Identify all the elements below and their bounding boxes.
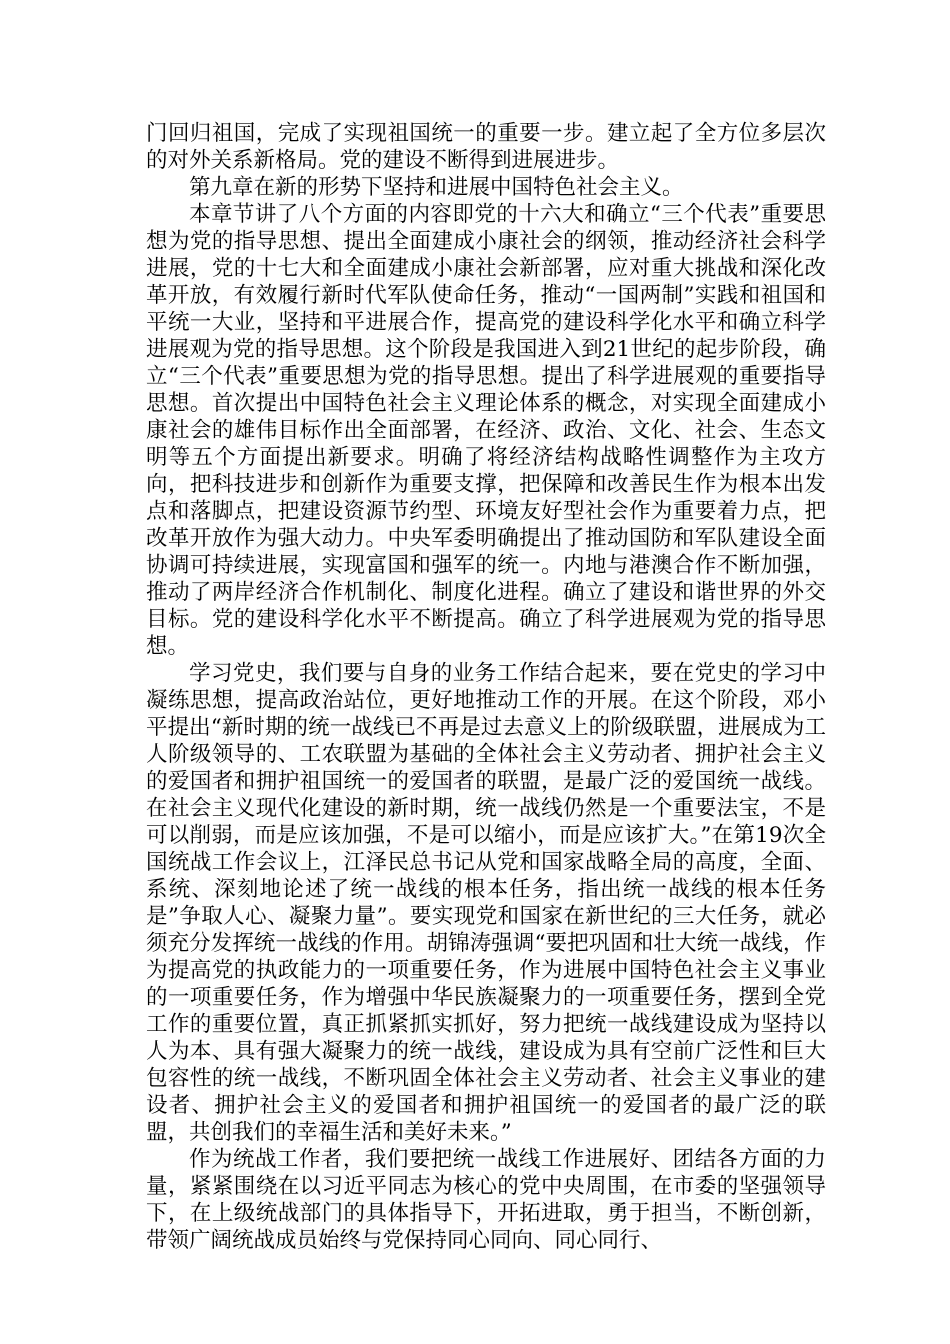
continuation-paragraph: 门回归祖国，完成了实现祖国统一的重要一步。建立起了全方位多层次的对外关系新格局。党的建设不断得到进展进步。 bbox=[146, 121, 826, 173]
chapter-heading-paragraph: 第九章在新的形势下坚持和进展中国特色社会主义。 bbox=[189, 175, 684, 200]
study-history-paragraph: 学习党史，我们要与自身的业务工作结合起来，要在党史的学习中凝练思想，提高政治站位，更好地推动工作的开展。在这个阶段，邓小平提出“新时期的统一战线已不再是过去意义上的阶级联盟，进展成为工人阶级领导的、工农联盟为基础的全体社会主义劳动者、拥护社会主义的爱国者和拥护祖国统一的爱国者的联盟，是最广泛的爱国统一战线。在社会主义现代化建设的新时期，统一战线仍然是一个重要法宝，不是可以削弱，而是应该加强，不是可以缩小，而是应该扩大。”在第19次全国统战工作会议上，江泽民总书记从党和国家战略全局的高度，全面、系统、深刻地论述了统一战线的根本任务，指出统一战线的根本任务是”争取人心、凝聚力量”。要实现党和国家在新世纪的三大任务，就必须充分发挥统一战线的作用。胡锦涛强调“要把巩固和壮大统一战线，作为提高党的执政能力的一项重要任务，作为进展中国特色社会主义事业的一项重要任务，作为增强中华民族凝聚力的一项重要任务，摆到全党工作的重要位置，真正抓紧抓实抓好，努力把统一战线建设成为坚持以人为本、具有强大凝聚力的统一战线，建设成为具有空前广泛性和巨大包容性的统一战线，不断巩固全体社会主义劳动者、社会主义事业的建设者、拥护社会主义的爱国者和拥护祖国统一的爱国者的最广泛的联盟，共创我们的幸福生活和美好未来。” bbox=[146, 661, 826, 1145]
united-front-worker-paragraph: 作为统战工作者，我们要把统一战线工作进展好、团结各方面的力量，紧紧围绕在以习近平同志为核心的党中央周围，在市委的坚强领导下，在上级统战部门的具体指导下，开拓进取，勇于担当，不断创新，带领广阔统战成员始终与党保持同心同向、同心同行、 bbox=[146, 1147, 826, 1253]
chapter-summary-paragraph: 本章节讲了八个方面的内容即党的十六大和确立“三个代表”重要思想为党的指导思想、提出全面建成小康社会的纲领，推动经济社会科学进展，党的十七大和全面建成小康社会新部署，应对重大挑战和深化改革开放，有效履行新时代军队使命任务，推动“一国两制”实践和祖国和平统一大业，坚持和平进展合作，提高党的建设科学化水平和确立科学进展观为党的指导思想。这个阶段是我国进入到21世纪的起步阶段，确立“三个代表”重要思想为党的指导思想。提出了科学进展观的重要指导思想。首次提出中国特色社会主义理论体系的概念，对实现全面建成小康社会的雄伟目标作出全面部署，在经济、政治、文化、社会、生态文明等五个方面提出新要求。明确了将经济结构战略性调整作为主攻方向，把科技进步和创新作为重要支撑，把保障和改善民生作为根本出发点和落脚点，把建设资源节约型、环境友好型社会作为重要着力点，把改革开放作为强大动力。中央军委明确提出了推动国防和军队建设全面协调可持续进展，实现富国和强军的统一。内地与港澳合作不断加强，推动了两岸经济合作机制化、制度化进程。确立了建设和谐世界的外交目标。党的建设科学化水平不断提高。确立了科学进展观为党的指导思想。 bbox=[146, 202, 826, 659]
document-body bbox=[146, 120, 826, 1254]
